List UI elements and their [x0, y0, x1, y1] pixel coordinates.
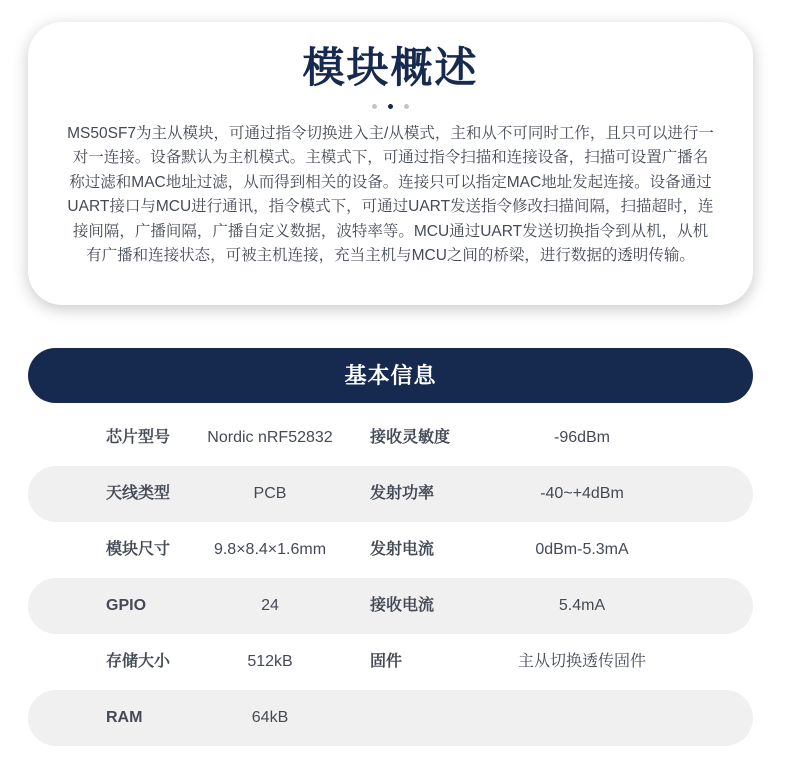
spec-label: RAM	[106, 709, 143, 726]
table-row	[28, 466, 753, 522]
carousel-dots	[28, 100, 753, 112]
carousel-dot[interactable]	[372, 104, 377, 109]
spec-value: 主从切换透传固件	[517, 653, 646, 670]
spec-value: 5.4mA	[558, 597, 606, 614]
table-row	[28, 410, 753, 466]
table-row	[28, 690, 753, 746]
spec-value: 24	[261, 597, 279, 614]
spec-value: 0dBm-5.3mA	[535, 541, 629, 558]
spec-value: -96dBm	[553, 429, 611, 446]
spec-label: 发射功率	[370, 485, 435, 502]
carousel-dot-active[interactable]	[388, 104, 393, 109]
carousel-dot[interactable]	[404, 104, 409, 109]
spec-label: 存储大小	[106, 653, 171, 670]
overview-description: MS50SF7为主从模块，可通过指令切换进入主/从模式，主和从不可同时工作，且只可以进行一对一连接。设备默认为主机模式。主模式下，可通过指令扫描和连接设备，扫描可设置广播名称过滤和MAC地址过滤，从而得到相关的设备。连接只可以指定MAC地址发起连接。设备通过UART接口与MCU进行通讯，指令模式下，可通过UART发送指令修改扫描间隔，扫描超时，连接间隔，广播间隔，广播自定义数据，波特率等。MCU通过UART发送切换指令到从机，从机有广播和连接状态，可被主机连接，充当主机与MCU之间的桥梁，进行数据的透明传输。	[67, 125, 714, 265]
spec-value	[482, 690, 682, 746]
spec-label: 模块尺寸	[106, 541, 171, 558]
overview-title: 模块概述	[302, 44, 479, 91]
table-row	[28, 578, 753, 634]
spec-label: 天线类型	[106, 485, 171, 502]
spec-value: PCB	[253, 485, 287, 502]
spec-value: 512kB	[247, 653, 293, 670]
spec-label: 发射电流	[370, 541, 435, 558]
info-section-title: 基本信息	[28, 348, 753, 403]
spec-value: 64kB	[251, 709, 289, 726]
spec-value: Nordic nRF52832	[207, 429, 333, 446]
overview-card	[28, 22, 753, 305]
table-row	[28, 634, 753, 690]
table-row	[28, 522, 753, 578]
spec-value: 9.8×8.4×1.6mm	[213, 541, 327, 558]
spec-value: -40~+4dBm	[540, 485, 624, 502]
spec-label: GPIO	[106, 597, 147, 614]
info-table	[28, 410, 753, 746]
spec-label: 固件	[370, 653, 403, 670]
spec-label: 接收灵敏度	[370, 429, 451, 446]
spec-label: 芯片型号	[106, 429, 171, 446]
spec-label: 接收电流	[370, 597, 435, 614]
